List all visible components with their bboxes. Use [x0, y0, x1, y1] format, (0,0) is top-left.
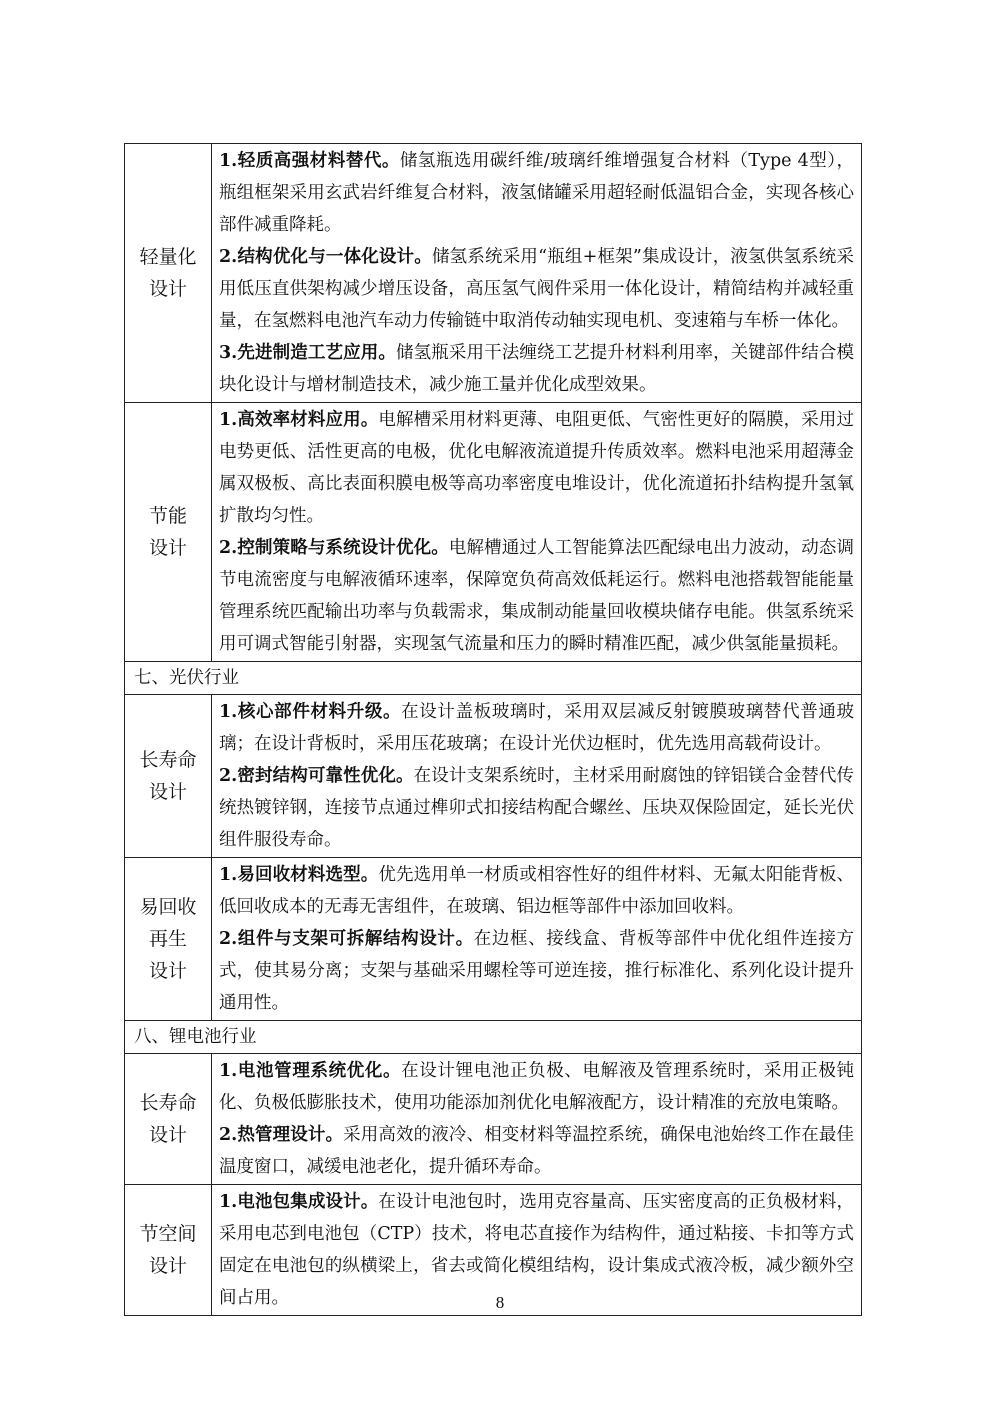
paragraph-text: 储氢系统采用“瓶组+框架”集成设计，液氢供氢系统采用低压直供架构减少增压设备，高压氢气阀件采用一体化设计，精简结构并减轻重量，在氢燃料电池汽车动力传输链中取消传动轴实现电机、变速箱与车桥一体化。	[219, 247, 854, 331]
category-content	[212, 858, 862, 1021]
paragraph-lead: 2.密封结构可靠性优化。	[219, 766, 414, 786]
paragraph-lead: 1.核心部件材料升级。	[219, 702, 402, 722]
section-heading: 八、锂电池行业	[125, 1021, 862, 1054]
paragraph-lead: 2.热管理设计。	[219, 1125, 344, 1145]
design-requirements-table	[124, 143, 862, 1316]
table-body	[125, 144, 862, 1316]
content-paragraph	[219, 1119, 854, 1183]
category-label-line: 设计	[148, 537, 187, 559]
paragraph-lead: 1.电池管理系统优化。	[219, 1061, 402, 1081]
table-row	[125, 1054, 862, 1185]
category-content	[212, 1054, 862, 1185]
category-label	[125, 858, 212, 1021]
category-label	[125, 695, 212, 858]
section-row	[125, 1021, 862, 1054]
category-label-line: 节空间	[139, 1223, 197, 1245]
category-label-line: 长寿命	[139, 749, 197, 771]
category-label-line: 设计	[148, 278, 187, 300]
content-paragraph	[219, 337, 854, 401]
paragraph-text: 在设计盖板玻璃时，采用双层减反射镀膜玻璃替代普通玻璃；在设计背板时，采用压花玻璃；在设计光伏边框时，优先选用高载荷设计。	[219, 702, 854, 754]
paragraph-lead: 1.轻质高强材料替代。	[219, 151, 400, 171]
category-label	[125, 403, 212, 662]
paragraph-text: 在设计锂电池正负极、电解液及管理系统时，采用正极钝化、负极低膨胀技术，使用功能添加剂优化电解液配方，设计精准的充放电策略。	[219, 1061, 854, 1113]
content-paragraph	[219, 696, 854, 760]
category-label	[125, 144, 212, 403]
category-content	[212, 403, 862, 662]
table-row	[125, 858, 862, 1021]
table-row	[125, 695, 862, 858]
content-paragraph	[219, 1055, 854, 1119]
paragraph-text: 电解槽采用材料更薄、电阻更低、气密性更好的隔膜，采用过电势更低、活性更高的电极，优化电解液流道提升传质效率。燃料电池采用超薄金属双极板、高比表面积膜电极等高功率密度电堆设计，优化流道拓扑结构提升氢氧扩散均匀性。	[219, 410, 854, 526]
category-label-line: 易回收	[139, 896, 197, 918]
content-paragraph	[219, 532, 854, 660]
paragraph-lead: 2.组件与支架可拆解结构设计。	[219, 929, 474, 949]
paragraph-lead: 1.高效率材料应用。	[219, 410, 379, 430]
category-label	[125, 1054, 212, 1185]
paragraph-text: 储氢瓶选用碳纤维/玻璃纤维增强复合材料（Type 4型），瓶组框架采用玄武岩纤维复合材料，液氢储罐采用超轻耐低温铝合金，实现各核心部件减重降耗。	[219, 151, 854, 235]
paragraph-lead: 2.结构优化与一体化设计。	[219, 247, 432, 267]
category-content	[212, 144, 862, 403]
content-paragraph	[219, 404, 854, 532]
category-label-line: 设计	[148, 960, 187, 982]
paragraph-text: 优先选用单一材质或相容性好的组件材料、无氟太阳能背板、低回收成本的无毒无害组件，在玻璃、铝边框等部件中添加回收料。	[219, 865, 854, 917]
category-label-line: 设计	[148, 1255, 187, 1277]
category-label-line: 设计	[148, 1124, 187, 1146]
content-paragraph	[219, 923, 854, 1019]
section-heading: 七、光伏行业	[125, 662, 862, 695]
table-row	[125, 144, 862, 403]
content-paragraph	[219, 859, 854, 923]
paragraph-text: 在设计电池包时，选用克容量高、压实密度高的正负极材料，采用电芯到电池包（CTP）技术，将电芯直接作为结构件，通过粘接、卡扣等方式固定在电池包的纵横梁上，省去或简化模组结构，设计集成式液冷板，减少额外空间占用。	[219, 1192, 854, 1308]
table-row	[125, 403, 862, 662]
paragraph-text: 储氢瓶采用干法缠绕工艺提升材料利用率，关键部件结合模块化设计与增材制造技术，减少施工量并优化成型效果。	[219, 343, 854, 395]
category-label-line: 轻量化	[139, 246, 197, 268]
paragraph-lead: 1.电池包集成设计。	[219, 1192, 379, 1212]
section-row	[125, 662, 862, 695]
paragraph-text: 在边框、接线盒、背板等部件中优化组件连接方式，使其易分离；支架与基础采用螺栓等可逆连接，推行标准化、系列化设计提升通用性。	[219, 929, 854, 1013]
category-label-line: 设计	[148, 781, 187, 803]
paragraph-lead: 2.控制策略与系统设计优化。	[219, 538, 449, 558]
paragraph-text: 在设计支架系统时，主材采用耐腐蚀的锌铝镁合金替代传统热镀锌钢，连接节点通过榫卯式扣接结构配合螺丝、压块双保险固定，延长光伏组件服役寿命。	[219, 766, 855, 850]
content-paragraph	[219, 145, 854, 241]
content-paragraph	[219, 241, 854, 337]
paragraph-text: 电解槽通过人工智能算法匹配绿电出力波动，动态调节电流密度与电解液循环速率，保障宽负荷高效低耗运行。燃料电池搭载智能能量管理系统匹配输出功率与负载需求，集成制动能量回收模块储存电能。供氢系统采用可调式智能引射器，实现氢气流量和压力的瞬时精准匹配，减少供氢能量损耗。	[219, 538, 854, 654]
paragraph-text: 采用高效的液冷、相变材料等温控系统，确保电池始终工作在最佳温度窗口，减缓电池老化，提升循环寿命。	[219, 1125, 854, 1177]
category-content	[212, 695, 862, 858]
paragraph-lead: 3.先进制造工艺应用。	[219, 343, 396, 363]
content-paragraph	[219, 760, 854, 856]
category-label-line: 长寿命	[139, 1092, 197, 1114]
paragraph-lead: 1.易回收材料选型。	[219, 865, 379, 885]
category-label-line: 节能	[148, 505, 187, 527]
page-number: 8	[495, 1293, 505, 1312]
category-label-line: 再生	[148, 928, 187, 950]
